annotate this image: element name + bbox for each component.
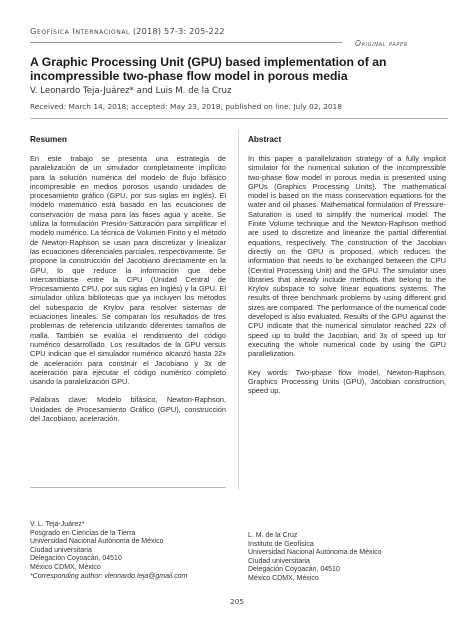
author-list: V. Leonardo Teja-Juárez* and Luis M. de la Cruz (30, 86, 232, 96)
affiliation-line: Instituto de Geofísica (248, 540, 314, 548)
abstract-keywords: Key words: Two-phase flow model, Newton-Raphson, Graphics Processing Units (GPU), Jacobian construction, speed up. (248, 367, 446, 396)
abstract-section (248, 154, 446, 404)
journal-name: Geofísica Internacional (30, 26, 130, 36)
affiliation-line: Ciudad universitaria (248, 557, 310, 565)
resumen-paragraph: En este trabajo se presenta una estrategia de paralelización de un simulador completamente implícito para la solución numérica del modelo de flujo bifásico incompresible en medios porosos usando unidades de procesamiento gráfico (GPU, por sus siglas en inglés). El modelo matemático está basado en las ecuaciones de conservación de masa para las fases agua y aceite. Se utiliza la formulación Presión-Saturación para simplificar el modelo numérico. La técnica de Volumen Finito y el método de Newton-Raphson se usan para discretizar y linealizar las ecuaciones diferenciales parciales, respectivamente. Se propone la construcción del Jacobiano directamente en la GPU, lo que reduce la información que debe intercambiarse entre la CPU (Unidad Central de Procesamiento CPU, por sus siglas en inglés) y la GPU. El simulador utiliza bibliotecas que ya incluyen los métodos del subespacio de Krylov para resolver sistemas de ecuaciones lineales. Se comparan los resultados de tres problemas de referencia utilizando diferentes tamaños de malla. También se evalúa el rendimiento del código numérico desarrollado. Los resultados de la GPU versus CPU indican que el simulador numérico alcanzó hasta 22x de aceleración para construir el Jacobiano y 3x de aceleración para ejecutar el código numérico completo usando la paralelización GPU. (30, 154, 226, 387)
affiliation-line: Universidad Nacional Autónoma de México (248, 549, 382, 557)
column-divider (238, 130, 239, 490)
footnote-rule (30, 487, 226, 488)
affiliation-line: Ciudad universitaria (30, 546, 92, 554)
affiliation-first-author (30, 521, 187, 581)
article-type-label: Original paper (355, 39, 408, 48)
publication-dates: Received: March 14, 2018; accepted: May 23, 2018; published on line: July 02, 2018 (30, 102, 342, 111)
page-number: 205 (229, 597, 245, 606)
affiliation-second-author (248, 532, 381, 584)
resumen-section (30, 154, 226, 432)
affiliation-line: L. M. de la Cruz (248, 532, 298, 539)
paper-title: A Graphic Processing Unit (GPU) based implementation of an incompressible two-phase flow model in porous media (30, 55, 387, 83)
abstract-paragraph: In this paper a parallelization strategy of a fully implicit simulator for the numerical solution of the incompressible two-phase flow model in porous media is presented using GPUs (Graphics Processing Units). The mathematical model is based on the mass conservation equations for the water and oil phases. Mathematical formulation of Pressure-Saturation is used to simplify the numerical model. The Finite Volume technique and the Newton-Raphson method are used to discretize and linearize the partial differential equations, respectively. The construction of the Jacobian directly on the GPU is proposed, which reduces the information that needs to be exchanged between the CPU (Central Processing Unit) and the GPU. The simulator uses libraries that already include methods that belong to the Krylov subspace to solve linear equations systems. The results of three benchmark problems by using different grid sizes are compared. The performance of the numerical code developed is also evaluated. Results of the GPU against the CPU indicate that the numerical simulator reached 22x of speed up to build the Jacobian, and 3x of speed up for executing the whole numerical code by using the GPU parallelization. (248, 154, 446, 359)
corresponding-author-email: *Corresponding author: vleonardo.teja@gmail.com (30, 572, 188, 580)
affiliation-line: México CDMX, México (248, 574, 319, 582)
affiliation-line: Delegación Coyoacán, 04510 (248, 566, 340, 574)
affiliation-line: V. L. Teja-Juárez* (30, 521, 85, 528)
title-rule (30, 118, 448, 119)
affiliation-line: Universidad Nacional Autónoma de México (30, 538, 164, 546)
affiliation-line: Delegación Coyoacán, 04510 (30, 555, 122, 563)
resumen-keywords: Palabras clave: Modelo bifásico, Newton-Raphson, Unidades de Procesamiento Gráfico (GPU), construcción del Jacobiano, aceleración. (30, 395, 226, 424)
affiliation-line: Posgrado en Ciencias de la Tierra (30, 529, 136, 537)
header-rule (30, 42, 342, 43)
resumen-heading: Resumen (30, 135, 67, 144)
journal-header (30, 26, 225, 36)
abstract-heading: Abstract (248, 135, 282, 144)
affiliation-line: México CDMX, México (30, 563, 101, 571)
journal-issue: (2018) 57-3: 205-222 (132, 26, 225, 36)
